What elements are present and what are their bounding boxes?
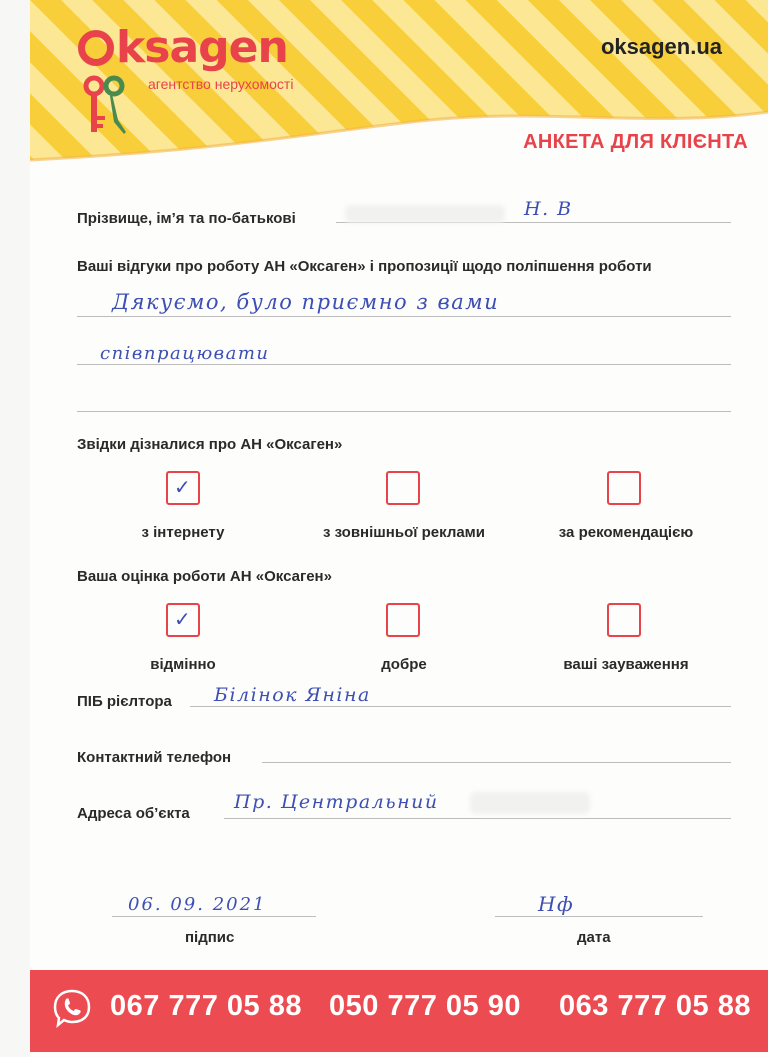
phone-number[interactable]: 050 777 05 90 <box>329 990 521 1022</box>
logo-tagline: агентство нерухомості <box>148 76 294 92</box>
rating-excellent-checkbox[interactable] <box>166 603 200 637</box>
feedback-line-2 <box>77 364 731 365</box>
source-recommendation-label: за рекомендацією <box>558 524 694 541</box>
logo: ksagen <box>78 22 288 73</box>
logo-key-ring-icon <box>78 30 114 66</box>
form-title: АНКЕТА ДЛЯ КЛІЄНТА <box>523 131 748 153</box>
left-caption: підпис <box>185 929 235 946</box>
name-label: Прізвище, ім’я та по-батькові <box>77 210 296 227</box>
feedback-line-3 <box>77 411 731 412</box>
source-label: Звідки дізналися про АН «Оксаген» <box>77 436 343 453</box>
name-value: Н. В <box>524 198 573 220</box>
date-line <box>112 916 316 917</box>
address-label: Адреса об’єкта <box>77 805 190 822</box>
keys-icon <box>80 72 140 142</box>
feedback-label: Ваші відгуки про роботу АН «Оксаген» і пропозиції щодо поліпшення роботи <box>77 258 652 275</box>
phone-line <box>262 762 731 763</box>
rating-good-checkbox[interactable] <box>386 603 420 637</box>
source-internet-label: з інтернету <box>141 524 225 541</box>
signature: Нф <box>538 892 575 916</box>
address-line <box>224 818 731 819</box>
redacted-region <box>345 205 505 223</box>
phone-label: Контактний телефон <box>77 749 232 766</box>
feedback-text-line-1: Дякуємо, було приємно з вами <box>112 290 500 314</box>
website-url: oksagen.ua <box>600 34 722 59</box>
feedback-text-line-2: співпрацювати <box>100 343 270 364</box>
address-value: Пр. Центральний <box>234 791 439 813</box>
check-mark-icon: ✓ <box>174 475 191 499</box>
date-value: 06. 09. 2021 <box>128 894 267 915</box>
right-caption: дата <box>577 929 611 946</box>
feedback-line-1 <box>77 316 731 317</box>
realtor-line <box>190 706 731 707</box>
realtor-label: ПІБ рієлтора <box>77 693 172 710</box>
header-banner <box>30 0 768 185</box>
rating-remarks-checkbox[interactable] <box>607 603 641 637</box>
rating-label: Ваша оцінка роботи АН «Оксаген» <box>77 568 332 585</box>
rating-remarks-label: ваші зауваження <box>563 656 689 673</box>
phone-number[interactable]: 063 777 05 88 <box>559 990 751 1022</box>
source-outdoor-ads-label: з зовнішньої реклами <box>322 524 486 541</box>
viber-phone-icon <box>52 988 92 1028</box>
source-outdoor-ads-checkbox[interactable] <box>386 471 420 505</box>
source-recommendation-checkbox[interactable] <box>607 471 641 505</box>
redacted-region <box>470 792 590 814</box>
phone-number[interactable]: 067 777 05 88 <box>110 990 302 1022</box>
realtor-value: Білінок Яніна <box>214 684 371 706</box>
source-internet-checkbox[interactable] <box>166 471 200 505</box>
rating-good-label: добре <box>381 656 427 673</box>
check-mark-icon: ✓ <box>174 607 191 631</box>
rating-excellent-label: відмінно <box>150 656 216 673</box>
signature-line <box>495 916 703 917</box>
footer-phone-bar <box>30 970 768 1052</box>
